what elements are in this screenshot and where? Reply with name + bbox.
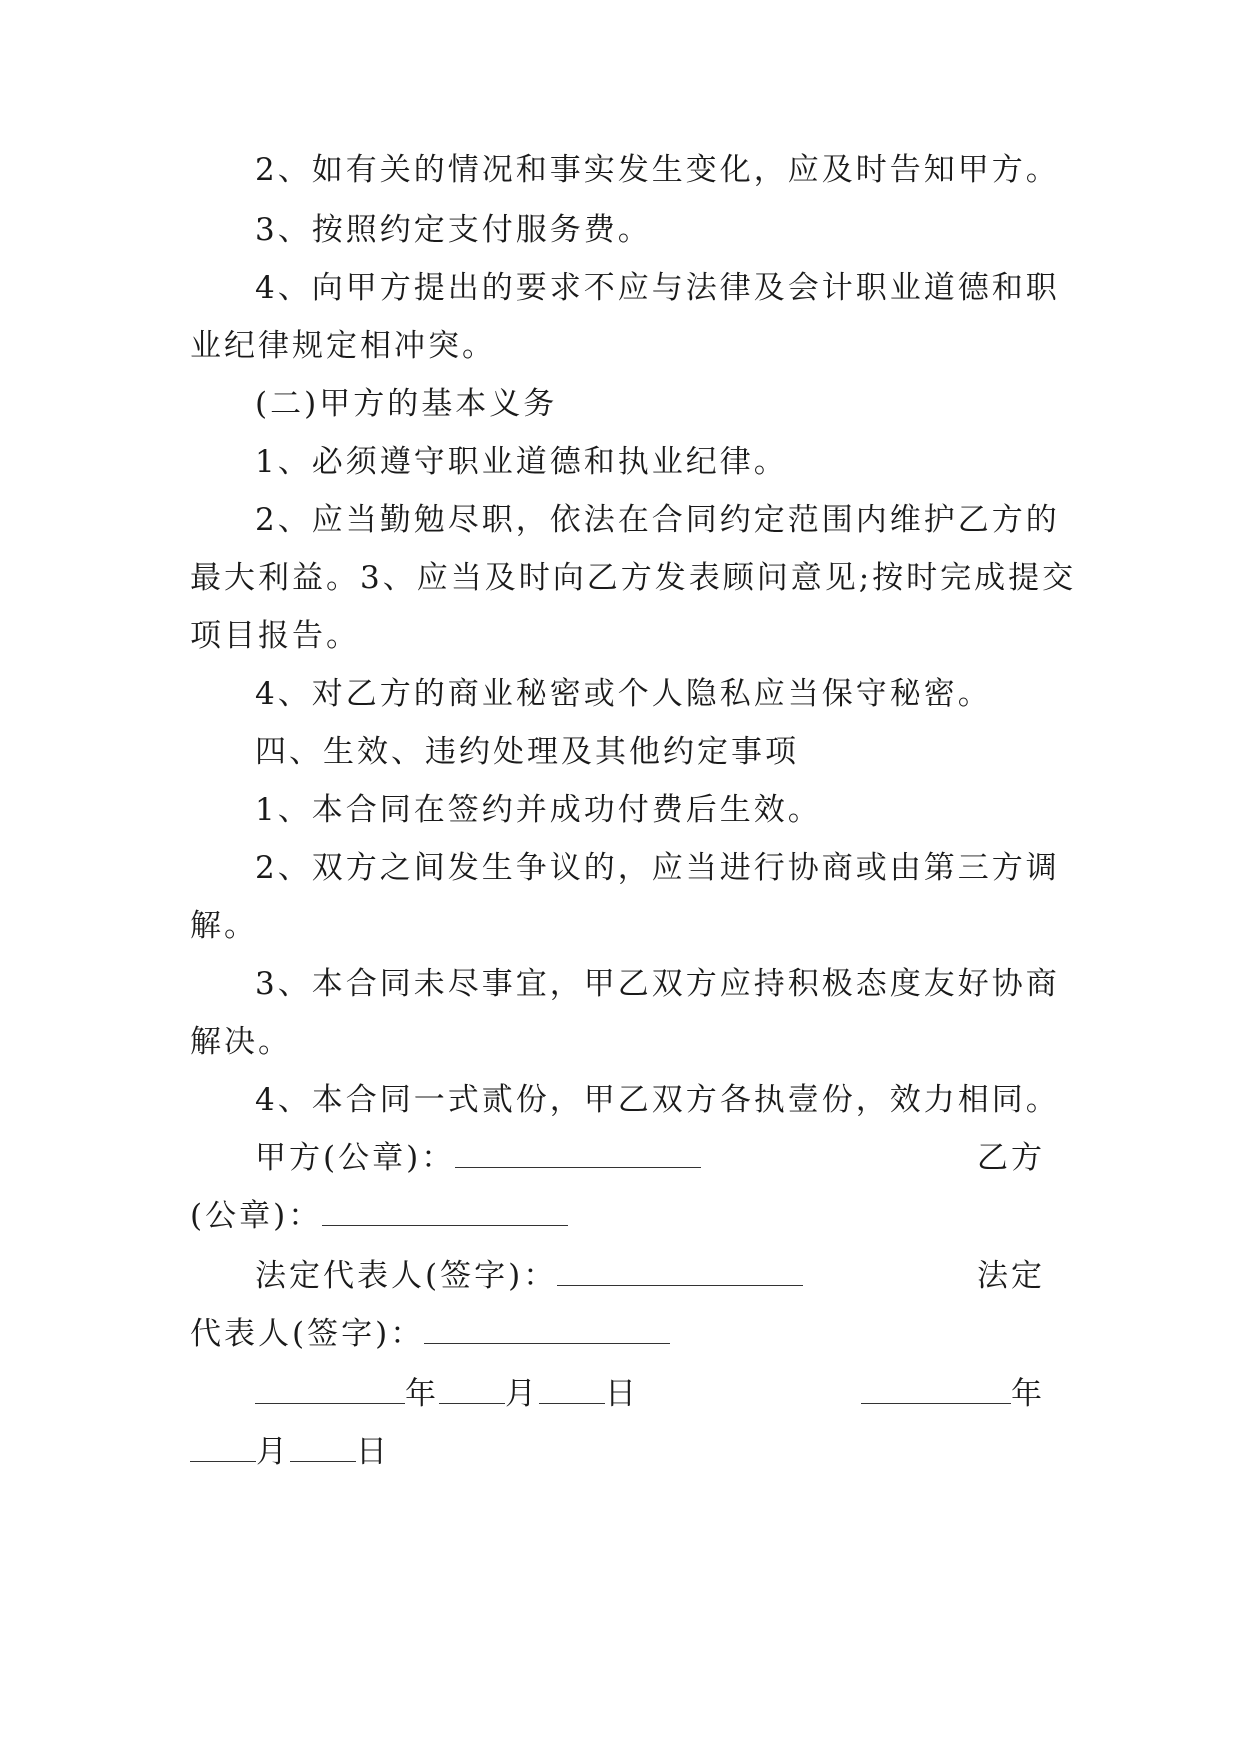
party-a-year-blank	[255, 1375, 405, 1404]
party-a-rep-blank	[557, 1257, 803, 1286]
clause-e3-line2: 解决。	[190, 1024, 292, 1060]
party-a-seal-blank	[455, 1139, 701, 1168]
party-b-day-blank	[290, 1433, 356, 1462]
clause-b4-line2: 业纪律规定相冲突。	[190, 328, 496, 364]
clause-b4-line1: 4、向甲方提出的要求不应与法律及会计职业道德和职	[255, 270, 1060, 306]
section-heading-party-a-duties: (二)甲方的基本义务	[255, 386, 558, 422]
clause-a4: 4、对乙方的商业秘密或个人隐私应当保守秘密。	[255, 676, 992, 712]
clause-b2: 2、如有关的情况和事实发生变化，应及时告知甲方。	[255, 152, 1060, 188]
clause-a1: 1、必须遵守职业道德和执业纪律。	[255, 444, 788, 480]
clause-a2-line2: 最大利益。3、应当及时向乙方发表顾问意见;按时完成提交	[190, 560, 1077, 596]
rep-row	[255, 1256, 1045, 1296]
party-b-year-label: 年	[1011, 1376, 1045, 1412]
party-a-day-label: 日	[605, 1376, 639, 1412]
seal-row	[255, 1138, 1045, 1178]
party-b-seal-blank	[322, 1197, 568, 1226]
clause-b3: 3、按照约定支付服务费。	[255, 212, 652, 248]
clause-e1: 1、本合同在签约并成功付费后生效。	[255, 792, 822, 828]
party-a-month-blank	[439, 1375, 505, 1404]
clause-a2-line1: 2、应当勤勉尽职，依法在合同约定范围内维护乙方的	[255, 502, 1060, 538]
clause-e4: 4、本合同一式贰份，甲乙双方各执壹份，效力相同。	[255, 1082, 1060, 1118]
party-a-seal	[255, 1138, 701, 1178]
party-b-seal-label-part1: 乙方	[977, 1140, 1045, 1176]
date-row	[255, 1374, 1045, 1414]
party-b-month-blank	[190, 1433, 256, 1462]
party-b-seal-label-part2: (公章)：	[190, 1198, 323, 1234]
party-b-rep-label-part1: 法定	[977, 1258, 1045, 1294]
party-a-month-label: 月	[505, 1376, 539, 1412]
party-b-seal	[190, 1196, 1045, 1236]
party-b-rep-label-part2: 代表人(签字)：	[190, 1316, 425, 1352]
party-a-day-blank	[539, 1375, 605, 1404]
party-a-rep	[255, 1256, 803, 1296]
party-a-seal-label: 甲方(公章)：	[255, 1140, 456, 1176]
party-b-date	[190, 1432, 1045, 1472]
clause-e2-line2: 解。	[190, 908, 258, 944]
party-a-rep-label: 法定代表人(签字)：	[255, 1258, 558, 1294]
party-b-day-label: 日	[356, 1434, 390, 1470]
clause-a3-line2: 项目报告。	[190, 618, 360, 654]
party-b-year	[861, 1374, 1045, 1414]
party-a-date	[255, 1374, 639, 1414]
party-b-year-blank	[861, 1375, 1011, 1404]
party-b-rep	[190, 1314, 1045, 1354]
party-a-year-label: 年	[405, 1376, 439, 1412]
section-heading-effect: 四、生效、违约处理及其他约定事项	[255, 734, 799, 770]
party-b-rep-blank	[424, 1315, 670, 1344]
clause-e2-line1: 2、双方之间发生争议的，应当进行协商或由第三方调	[255, 850, 1060, 886]
party-b-month-label: 月	[256, 1434, 290, 1470]
clause-e3-line1: 3、本合同未尽事宜，甲乙双方应持积极态度友好协商	[255, 966, 1060, 1002]
